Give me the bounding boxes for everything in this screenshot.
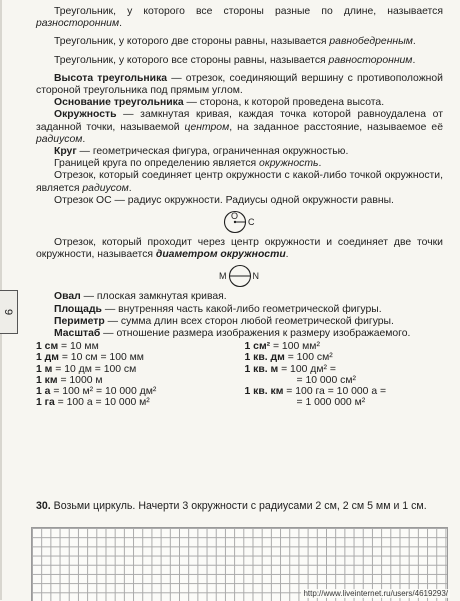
unit-row: 1 га = 100 а = 10 000 м² [36, 397, 150, 409]
unit-row: = 1 000 000 м² [296, 397, 366, 409]
page-number-tab [0, 290, 18, 334]
unit-row: 1 кв. дм = 100 см² [244, 352, 333, 364]
radius-figure [36, 209, 443, 235]
def-equilateral: Треугольник, у которого все стороны равны, называется равносторонним. [54, 54, 416, 66]
radius-example: Отрезок ОС — радиус окружности. Радиусы одной окружности равны. [54, 194, 394, 206]
area-units-column [235, 341, 444, 408]
unit-row: 1 см = 10 мм [36, 341, 99, 353]
unit-row: 1 см² = 100 мм² [244, 341, 320, 353]
label-o: О [230, 211, 238, 222]
center-point [233, 221, 235, 223]
unit-row: 1 а = 100 м² = 10 000 дм² [36, 386, 157, 398]
units-table [36, 341, 443, 408]
def-height: Высота треугольника — отрезок, соединяющий вершину с противоположной стороной треугольника под прямым углом. [36, 72, 443, 97]
task-30 [36, 500, 443, 513]
label-c: С [247, 217, 254, 228]
diameter-figure [36, 263, 443, 289]
def-area: Площадь — внутренняя часть какой-либо геометрической фигуры. [54, 303, 382, 315]
unit-row: 1 кв. м = 100 дм² = [244, 363, 336, 375]
unit-row: 1 км = 1000 м [36, 374, 103, 386]
definitions-block [36, 6, 443, 408]
def-diameter: Отрезок, который проходит через центр окружности и соединяет две точки окружности, называется диаметром окружности. [36, 237, 443, 261]
def-isosceles: Треугольник, у которого две стороны равны, называется равнобедренным. [54, 36, 416, 48]
def-scalene: Треугольник, у которого все стороны разные по длине, называется разносторонним. [36, 6, 443, 30]
def-perimeter: Периметр — сумма длин всех сторон любой геометрической фигуры. [54, 315, 394, 327]
def-disk-border: Границей круга по определению является окружность. [54, 158, 322, 170]
task-text: Возьми циркуль. Начерти 3 окружности с радиусами 2 см, 2 см 5 мм и 1 см. [50, 500, 427, 512]
label-n: N [252, 271, 259, 282]
def-radius: Отрезок, который соединяет центр окружности с какой-либо точкой окружности, является радиусом. [36, 170, 443, 194]
task-number: 30. [36, 500, 51, 512]
def-oval: Овал — плоская замкнутая кривая. [54, 291, 227, 303]
unit-row: 1 дм = 10 см = 100 мм [36, 352, 144, 364]
def-circle-line: Окружность — замкнутая кривая, каждая точка которой равноудалена от заданной точки, называемой центром, на заданное расстояние, называемое её радиусом. [36, 109, 443, 145]
def-disk: Круг — геометрическая фигура, ограниченная окружностью. [54, 146, 349, 158]
unit-row: 1 м = 10 дм = 100 см [36, 363, 137, 375]
def-base: Основание треугольника — сторона, к которой проведена высота. [54, 97, 385, 109]
label-m: М [218, 271, 226, 282]
page-number: 9 [2, 308, 15, 316]
def-scale: Масштаб — отношение размера изображения к размеру изображаемого. [54, 328, 411, 340]
watermark-url: http://www.liveinternet.ru/users/4619293/ [303, 589, 448, 598]
unit-row: = 10 000 см² [296, 374, 356, 386]
unit-row: 1 кв. км = 100 га = 10 000 а = [244, 386, 387, 398]
length-units-column [36, 341, 235, 408]
